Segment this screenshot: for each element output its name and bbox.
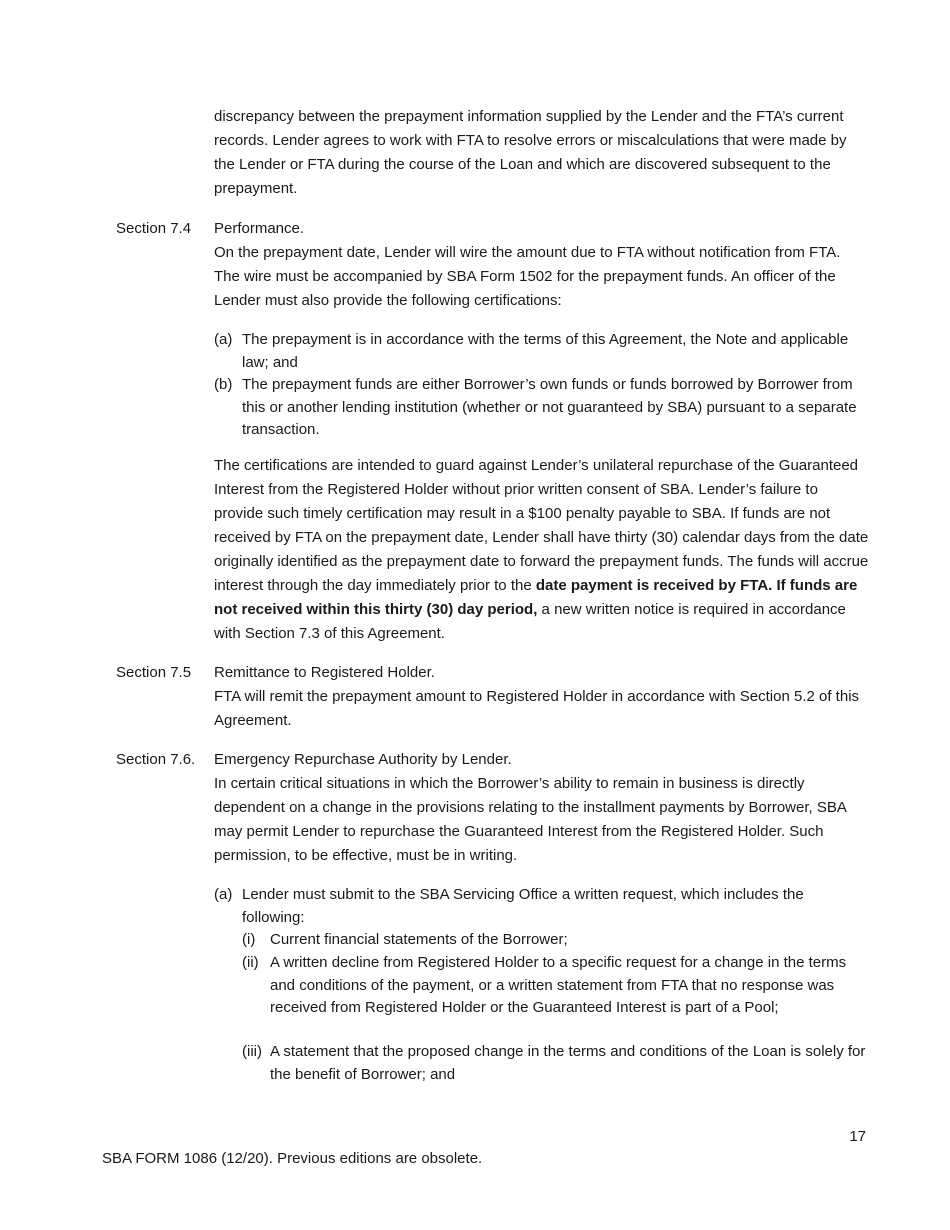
section-7-6-label: Section 7.6.	[116, 751, 196, 768]
list-item-b	[214, 374, 870, 442]
sub-item-ii	[242, 952, 870, 1044]
continued-paragraph: discrepancy between the prepayment information supplied by the Lender and the FTA’s current records. Lender agrees to work with FTA to resolve errors or miscalculations that were made by the Lender or FTA during the course of the Loan and which are discovered subsequent to the prepayment.	[214, 108, 847, 197]
list-item-a	[214, 329, 870, 375]
sub-item-marker: (ii)	[242, 954, 259, 971]
list-item-text: The prepayment funds are either Borrower’s own funds or funds borrowed by Borrower from this or another lending institution (whether or not guaranteed by SBA) pursuant to a separate transaction.	[242, 376, 857, 438]
list-marker: (a)	[214, 331, 233, 348]
section-7-5-label: Section 7.5	[116, 664, 192, 681]
section-7-6-title: Emergency Repurchase Authority by Lender.	[214, 751, 512, 768]
certification-text: The certifications are intended to guard against Lender’s unilateral repurchase of the Guaranteed Interest from the Registered Holder without prior written consent of SBA. Lender’s failure to provide such timely certification may result in a $100 penalty payable to SBA. If funds are not received by FTA on the prepayment date, Lender shall have thirty (30) calendar days from the date originally identified as the prepayment date to forward the prepayment funds. The funds will accrue interest through the day immediately prior to the	[214, 457, 869, 594]
sub-item-i	[242, 929, 870, 953]
list-item-text: The prepayment is in accordance with the terms of this Agreement, the Note and applicable law; and	[242, 331, 849, 371]
page-number: 17	[849, 1128, 866, 1145]
section-7-4-body: On the prepayment date, Lender will wire the amount due to FTA without notification from FTA. The wire must be accompanied by SBA Form 1502 for the prepayment funds. An officer of the Lender must also provide the following certifications:	[214, 244, 841, 309]
section-7-4-label: Section 7.4	[116, 220, 192, 237]
sub-item-iii	[242, 1041, 870, 1087]
section-7-6-body: In certain critical situations in which the Borrower’s ability to remain in business is directly dependent on a change in the provisions relating to the installment payments by Borrower, SBA may permit Lender to repurchase the Guaranteed Interest from the Registered Holder. Such permission, to be effective, must be in writing.	[214, 775, 847, 864]
sub-item-text: A written decline from Registered Holder to a specific request for a change in the terms and conditions of the payment, or a written statement from FTA that no response was received from Registered Holder or the Guaranteed Interest is part of a Pool;	[270, 954, 847, 1016]
list-item-a	[214, 884, 870, 930]
list-item-text: Lender must submit to the SBA Servicing Office a written request, which includes the following:	[242, 886, 804, 926]
list-marker: (b)	[214, 376, 233, 393]
sub-item-text: Current financial statements of the Borrower;	[270, 931, 568, 948]
list-marker: (a)	[214, 886, 233, 903]
sub-item-text: A statement that the proposed change in the terms and conditions of the Loan is solely for the benefit of Borrower; and	[270, 1043, 866, 1083]
certification-paragraph	[214, 454, 870, 646]
certification-tail-text: a new written notice is required in accordance with Section 7.3 of this Agreement.	[214, 601, 846, 642]
section-7-4-title: Performance.	[214, 220, 305, 237]
sub-item-marker: (i)	[242, 931, 256, 948]
certification-bold-text: date payment is received by FTA. If funds are not received within this thirty (30) day period,	[214, 577, 858, 618]
section-7-5-title: Remittance to Registered Holder.	[214, 664, 435, 681]
form-footer: SBA FORM 1086 (12/20). Previous editions are obsolete.	[102, 1150, 483, 1167]
sub-item-marker: (iii)	[242, 1043, 262, 1060]
section-7-5-body: FTA will remit the prepayment amount to Registered Holder in accordance with Section 5.2 of this Agreement.	[214, 688, 860, 729]
